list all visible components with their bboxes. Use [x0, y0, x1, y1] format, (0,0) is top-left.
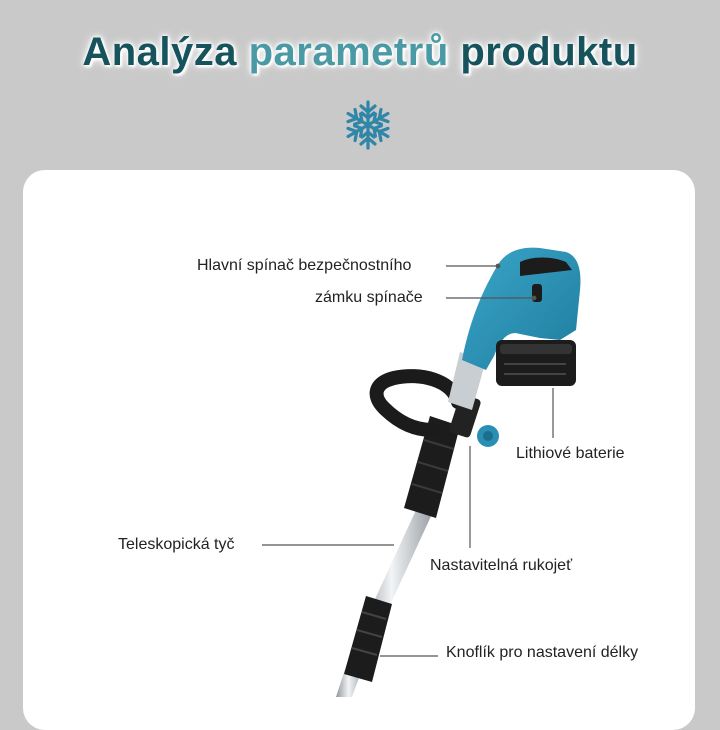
- title-part-2: parametrů: [248, 30, 449, 74]
- title-part-1: Analýza: [82, 30, 249, 74]
- battery-pack: [496, 340, 576, 386]
- label-length-knob: Knoflík pro nastavení délky: [446, 644, 639, 661]
- label-adjustable-handle: Nastavitelná rukojeť: [430, 557, 573, 574]
- label-main-switch: Hlavní spínač bezpečnostního: [197, 257, 412, 274]
- label-switch-lock: zámku spínače: [315, 289, 423, 306]
- title-part-3: produktu: [448, 30, 638, 74]
- label-battery: Lithiové baterie: [516, 445, 625, 462]
- length-knob: [344, 596, 392, 682]
- label-telescopic-pole: Teleskopická tyč: [118, 536, 235, 553]
